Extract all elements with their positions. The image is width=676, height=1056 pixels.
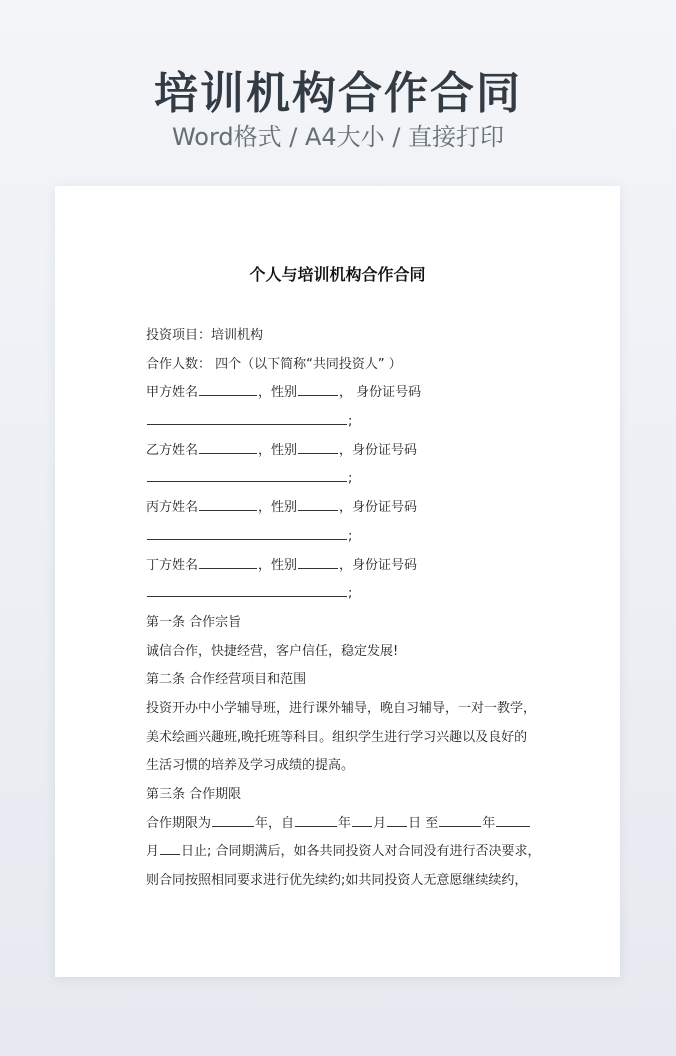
article-2-line-1: 投资开办中小学辅导班，进行课外辅导，晚自习辅导，一对一教学， [146, 700, 537, 716]
from-label: ，自 [268, 815, 295, 831]
years-blank [212, 812, 254, 827]
semicolon: ; [348, 471, 353, 487]
page-subtitle: Word格式 / A4大小 / 直接打印 [171, 123, 505, 151]
article-3-title: 第三条 合作期限 [146, 787, 242, 802]
semicolon: ; [348, 414, 353, 430]
gender-label: ，性别 [258, 385, 298, 401]
end-month-blank-tail [496, 812, 530, 827]
gender-label: ，性别 [258, 500, 298, 516]
party-b-name-label: 乙方姓名 [146, 442, 199, 458]
start-month-blank [352, 812, 372, 827]
party-a-id-line [146, 408, 556, 437]
term-line-2-text: 日止; 合同期满后，如各共同投资人对合同没有进行否决要求， [181, 844, 541, 860]
party-a-name-label: 甲方姓名 [146, 385, 199, 401]
id-label: ，身份证号码 [339, 442, 418, 458]
id-label: ， 身份证号码 [339, 385, 422, 401]
article-1-title: 第一条 合作宗旨 [146, 614, 242, 630]
party-c-name-label: 丙方姓名 [146, 500, 199, 516]
end-year-blank [439, 812, 481, 827]
year-label: 年 [482, 815, 496, 831]
document-title: 个人与培训机构合作合同 [249, 265, 426, 284]
term-line-1 [146, 810, 556, 839]
gender-label: ，性别 [258, 442, 298, 458]
document-page [55, 186, 620, 977]
id-label: ，身份证号码 [339, 557, 418, 573]
name-blank [199, 439, 257, 454]
party-d-name-label: 丁方姓名 [146, 557, 199, 573]
party-d-id-line [146, 580, 556, 609]
term-line-3: 则合同按照相同要求进行优先续约;如共同投资人无意愿继续续约， [146, 873, 528, 889]
name-blank [199, 554, 257, 569]
gender-label: ，性别 [258, 557, 298, 573]
article-1-text: 诚信合作，快捷经营，客户信任，稳定发展! [146, 643, 399, 659]
gender-blank [298, 381, 338, 396]
gender-blank [298, 496, 338, 511]
id-blank [147, 410, 347, 425]
start-day-blank [387, 812, 407, 827]
start-year-blank [295, 812, 337, 827]
project-line: 投资项目：培训机构 [146, 328, 264, 343]
party-d-line [146, 552, 556, 581]
semicolon: ; [348, 528, 353, 544]
term-line-2 [146, 838, 556, 867]
article-2-line-2: 美术绘画兴趣班,晚托班等科目。组织学生进行学习兴趣以及良好的 [146, 729, 528, 745]
gender-blank [298, 439, 338, 454]
page-title: 培训机构合作合同 [154, 68, 522, 119]
year-label: 年 [255, 815, 269, 831]
end-day-blank [160, 840, 180, 855]
year-label: 年 [338, 815, 352, 831]
party-b-line [146, 437, 556, 466]
id-blank [147, 467, 347, 482]
id-label: ，身份证号码 [339, 500, 418, 516]
month-label: 月 [373, 815, 387, 831]
id-blank [147, 582, 347, 597]
party-c-line [146, 494, 556, 523]
term-prefix: 合作期限为 [146, 815, 212, 831]
article-2-line-3: 生活习惯的培养及学习成绩的提高。 [146, 758, 355, 774]
name-blank [199, 496, 257, 511]
gender-blank [298, 554, 338, 569]
party-b-id-line [146, 465, 556, 494]
partners-line: 合作人数： 四个（以下简称“共同投资人” ） [146, 356, 402, 372]
party-a-line [146, 379, 556, 408]
id-blank [147, 525, 347, 540]
name-blank [199, 381, 257, 396]
semicolon: ; [348, 586, 353, 602]
document-body [146, 322, 556, 896]
party-c-id-line [146, 523, 556, 552]
article-2-title: 第二条 合作经营项目和范围 [146, 672, 307, 688]
day-to-label: 日 至 [408, 815, 439, 831]
month-label: 月 [146, 844, 160, 860]
